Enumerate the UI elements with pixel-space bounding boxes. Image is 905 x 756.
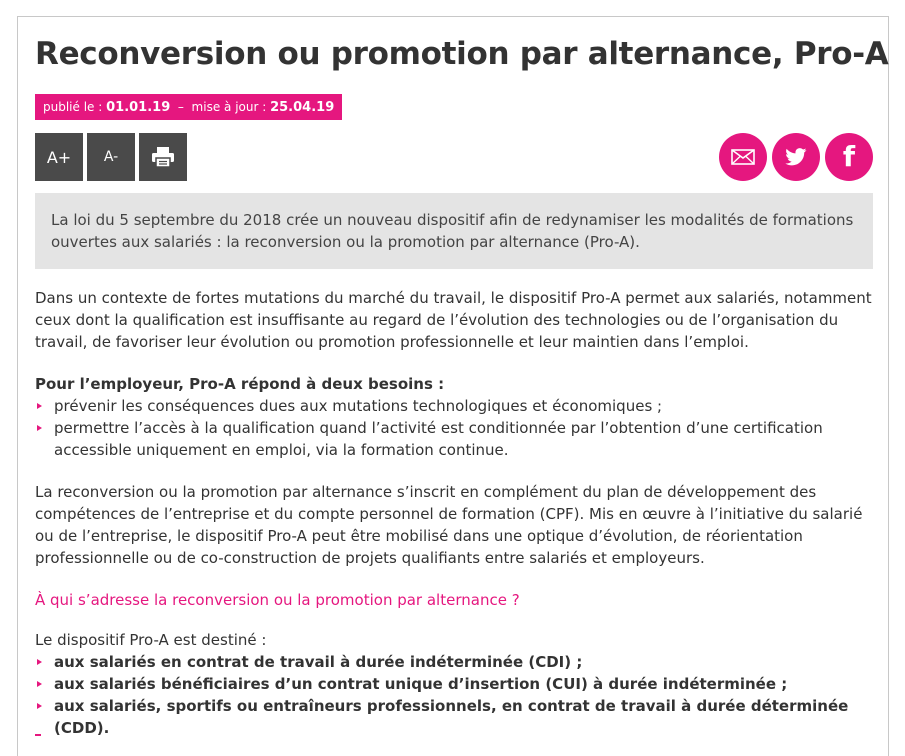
decrease-font-button[interactable] [87, 133, 135, 181]
date-badge [35, 94, 342, 120]
list-item: aux salariés en contrat de travail à durée indéterminée (CDI) ; [35, 651, 873, 673]
updated-date: 25.04.19 [270, 100, 335, 115]
print-button[interactable] [139, 133, 187, 181]
article-content [35, 32, 889, 739]
section-question: À qui s’adresse la reconversion ou la promotion par alternance ? [35, 591, 520, 609]
bullet-triangle-icon [35, 734, 41, 736]
updated-label: mise à jour : [191, 100, 267, 114]
facebook-icon: f [842, 140, 856, 173]
page-title: Reconversion ou promotion par alternance, Pro-A [35, 36, 889, 72]
intro-box [35, 193, 873, 269]
intro-text: La loi du 5 septembre du 2018 crée un nouveau dispositif afin de redynamiser les modalités de formations ouvertes aux salariés : la reconversion ou la promotion par alternance (Pro-A). [51, 211, 854, 251]
audience-list [35, 651, 873, 739]
list-item: prévenir les conséquences dues aux mutations technologiques et économiques ; [35, 395, 873, 417]
published-date: 01.01.19 [106, 100, 171, 115]
list-item: aux salariés bénéficiaires d’un contrat unique d’insertion (CUI) à durée indéterminée ; [35, 673, 873, 695]
facebook-share-button[interactable] [825, 133, 873, 181]
date-separator: – [177, 100, 184, 114]
increase-font-label: A+ [46, 147, 72, 167]
increase-font-button[interactable] [35, 133, 83, 181]
list-item: permettre l’accès à la qualification quand l’activité est conditionnée par l’obtention d’une certification accessible uniquement en emploi, via la formation continue. [35, 417, 873, 461]
toolbar [35, 133, 873, 181]
twitter-share-button[interactable] [772, 133, 820, 181]
published-label: publié le : [43, 100, 103, 114]
email-icon [731, 149, 755, 165]
employer-heading: Pour l’employeur, Pro-A répond à deux besoins : [35, 375, 445, 393]
decrease-font-label: A- [103, 149, 119, 165]
twitter-icon [785, 148, 807, 166]
paragraph-cpf: La reconversion ou la promotion par alternance s’inscrit en complément du plan de développement des compétences de l’entreprise et du compte personnel de formation (CPF). Mis en œuvre à l’initiative du salarié ou de l’entreprise, le dispositif Pro-A peut être mobilisé dans une optique d’évolution, de réorientation professionnelle ou de co-construction de projets qualifiants entre salariés et employeurs. [35, 483, 863, 567]
employer-list [35, 395, 873, 461]
list-item: aux salariés, sportifs ou entraîneurs professionnels, en contrat de travail à durée déterminée (CDD). [35, 695, 873, 739]
paragraph-context: Dans un contexte de fortes mutations du marché du travail, le dispositif Pro-A permet aux salariés, notamment ceux dont la qualification est insuffisante au regard de l’évolution des technologies ou de l’organisation du travail, de favoriser leur évolution ou promotion professionnelle et leur maintien dans l’emploi. [35, 289, 872, 351]
email-share-button[interactable] [719, 133, 767, 181]
print-icon [151, 146, 175, 168]
audience-lead: Le dispositif Pro-A est destiné : [35, 631, 267, 649]
